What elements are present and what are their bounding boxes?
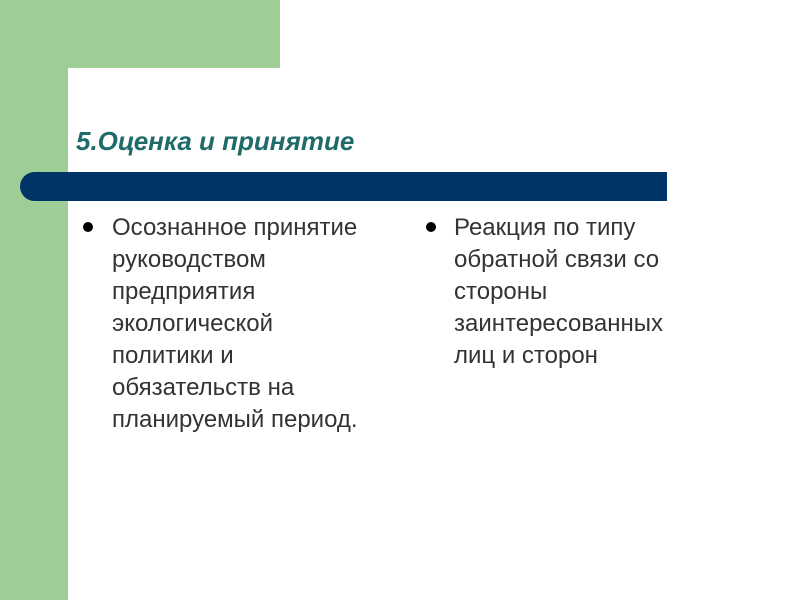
left-text-line: политики и xyxy=(112,342,234,369)
left-text-line: экологической xyxy=(112,310,273,337)
title-underline-bar xyxy=(20,172,667,201)
slide-title: 5.Оценка и принятие xyxy=(76,126,355,156)
left-text-line: планируемый период. xyxy=(112,406,358,433)
left-text-line: обязательств на xyxy=(112,374,295,401)
bullet-dot-icon xyxy=(83,222,93,232)
green-left-band xyxy=(0,0,68,600)
right-text-line: стороны xyxy=(454,278,548,305)
right-text-line: обратной связи со xyxy=(454,246,660,273)
left-text-line: предприятия xyxy=(112,278,256,305)
right-text-line: Реакция по типу xyxy=(454,214,636,241)
left-bullet-point xyxy=(112,212,412,436)
right-bullet-point xyxy=(454,212,754,372)
right-text-line: заинтересованных xyxy=(454,310,663,337)
green-top-band xyxy=(0,0,280,68)
left-text-line: Осознанное принятие xyxy=(112,214,358,241)
right-text-line: лиц и сторон xyxy=(454,342,598,369)
bullet-dot-icon xyxy=(426,222,436,232)
left-text-line: руководством xyxy=(112,246,266,273)
